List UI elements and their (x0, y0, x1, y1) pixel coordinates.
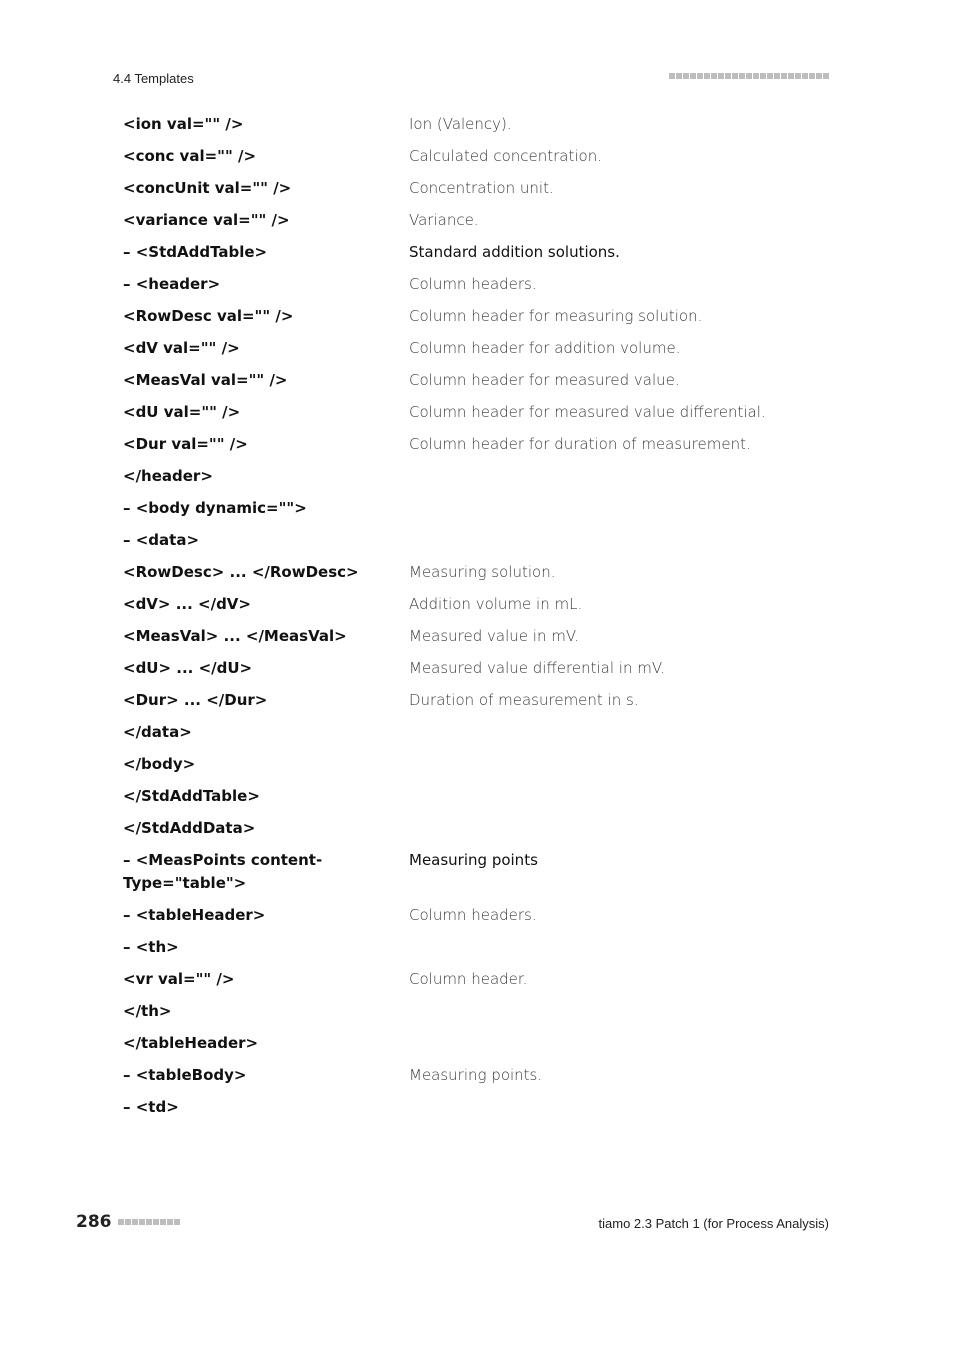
decor-square (746, 73, 752, 79)
table-row (123, 241, 843, 273)
table-row (123, 177, 843, 209)
table-row (123, 936, 843, 968)
table-row (123, 369, 843, 401)
decor-square (725, 73, 731, 79)
xml-tag: – <body dynamic=""> (123, 499, 307, 517)
decor-square (139, 1219, 145, 1225)
xml-tag: </StdAddTable> (123, 787, 260, 805)
xml-tag: <dU val="" /> (123, 403, 241, 421)
table-row (123, 1000, 843, 1032)
table-row (123, 721, 843, 753)
tag-description: Measuring points. (409, 1066, 543, 1084)
decor-square (788, 73, 794, 79)
decor-square (802, 73, 808, 79)
footer-left (76, 1212, 180, 1232)
decor-square (676, 73, 682, 79)
table-row (123, 273, 843, 305)
table-row (123, 1096, 843, 1128)
table-row (123, 1032, 843, 1064)
xml-tag: – <td> (123, 1098, 179, 1116)
decor-square (816, 73, 822, 79)
tag-description: Column headers. (409, 906, 537, 924)
decor-square (795, 73, 801, 79)
xml-tag: <variance val="" /> (123, 211, 290, 229)
decor-square (704, 73, 710, 79)
running-header-section: 4.4 Templates (113, 71, 194, 86)
table-row (123, 1064, 843, 1096)
table-row (123, 209, 843, 241)
xml-tag: – <tableBody> (123, 1066, 247, 1084)
decor-square (174, 1219, 180, 1225)
decor-square (146, 1219, 152, 1225)
xml-tag: <dV> ... </dV> (123, 595, 251, 613)
table-row (123, 968, 843, 1000)
table-row (123, 593, 843, 625)
xml-tag: <RowDesc> ... </RowDesc> (123, 563, 359, 581)
xml-tag: – <th> (123, 938, 179, 956)
decor-square (781, 73, 787, 79)
decor-square (167, 1219, 173, 1225)
xml-tag: <concUnit val="" /> (123, 179, 292, 197)
table-row (123, 689, 843, 721)
xml-tag: <conc val="" /> (123, 147, 257, 165)
tag-description: Column header for measured value differential. (409, 403, 766, 421)
xml-tag: – <MeasPoints content- Type="table"> (123, 851, 323, 892)
xml-tag: </tableHeader> (123, 1034, 259, 1052)
decor-square (760, 73, 766, 79)
tag-description: Column header. (409, 970, 528, 988)
tag-description-table (123, 113, 843, 1128)
xml-tag: <dV val="" /> (123, 339, 240, 357)
page-number: 286 (76, 1212, 112, 1232)
tag-description: Calculated concentration. (409, 147, 603, 165)
xml-tag: <Dur> ... </Dur> (123, 691, 268, 709)
decor-square (132, 1219, 138, 1225)
table-row (123, 657, 843, 689)
decor-square (160, 1219, 166, 1225)
table-row (123, 145, 843, 177)
decor-square (753, 73, 759, 79)
decor-square (118, 1219, 124, 1225)
decor-square (767, 73, 773, 79)
xml-tag: <ion val="" /> (123, 115, 244, 133)
tag-description: Duration of measurement in s. (409, 691, 639, 709)
table-row (123, 529, 843, 561)
tag-description: Concentration unit. (409, 179, 554, 197)
decor-square (669, 73, 675, 79)
header-decoration (669, 73, 829, 79)
table-row (123, 497, 843, 529)
table-row (123, 785, 843, 817)
tag-description: Measuring solution. (409, 563, 556, 581)
tag-description: Column headers. (409, 275, 537, 293)
decor-square (774, 73, 780, 79)
table-row (123, 433, 843, 465)
xml-tag: </data> (123, 723, 192, 741)
decor-square (809, 73, 815, 79)
xml-tag: – <data> (123, 531, 200, 549)
footer-decoration (118, 1219, 180, 1225)
decor-square (690, 73, 696, 79)
table-row (123, 113, 843, 145)
table-row (123, 817, 843, 849)
tag-description: Measured value in mV. (409, 627, 579, 645)
tag-description: Column header for addition volume. (409, 339, 681, 357)
table-row (123, 401, 843, 433)
xml-tag: <dU> ... </dU> (123, 659, 253, 677)
tag-description: Ion (Valency). (409, 115, 512, 133)
decor-square (125, 1219, 131, 1225)
xml-tag: </header> (123, 467, 213, 485)
decor-square (732, 73, 738, 79)
decor-square (739, 73, 745, 79)
table-row (123, 849, 843, 904)
table-row (123, 337, 843, 369)
tag-description: Measuring points (409, 851, 538, 869)
xml-tag: <Dur val="" /> (123, 435, 248, 453)
decor-square (153, 1219, 159, 1225)
xml-tag: </StdAddData> (123, 819, 256, 837)
decor-square (718, 73, 724, 79)
xml-tag: </th> (123, 1002, 172, 1020)
tag-description: Standard addition solutions. (409, 243, 620, 261)
tag-description: Variance. (409, 211, 479, 229)
xml-tag: </body> (123, 755, 196, 773)
table-row (123, 904, 843, 936)
decor-square (711, 73, 717, 79)
xml-tag: – <header> (123, 275, 221, 293)
tag-description: Addition volume in mL. (409, 595, 583, 613)
xml-tag: – <StdAddTable> (123, 243, 268, 261)
xml-tag: <vr val="" /> (123, 970, 235, 988)
xml-tag: <RowDesc val="" /> (123, 307, 294, 325)
table-row (123, 625, 843, 657)
xml-tag: – <tableHeader> (123, 906, 266, 924)
xml-tag: <MeasVal> ... </MeasVal> (123, 627, 347, 645)
xml-tag: <MeasVal val="" /> (123, 371, 288, 389)
table-row (123, 561, 843, 593)
tag-description: Column header for duration of measurement. (409, 435, 751, 453)
tag-description: Measured value differential in mV. (409, 659, 665, 677)
decor-square (823, 73, 829, 79)
table-row (123, 753, 843, 785)
tag-description: Column header for measuring solution. (409, 307, 703, 325)
tag-description: Column header for measured value. (409, 371, 680, 389)
table-row (123, 305, 843, 337)
decor-square (683, 73, 689, 79)
decor-square (697, 73, 703, 79)
table-row (123, 465, 843, 497)
footer-product: tiamo 2.3 Patch 1 (for Process Analysis) (598, 1216, 829, 1231)
